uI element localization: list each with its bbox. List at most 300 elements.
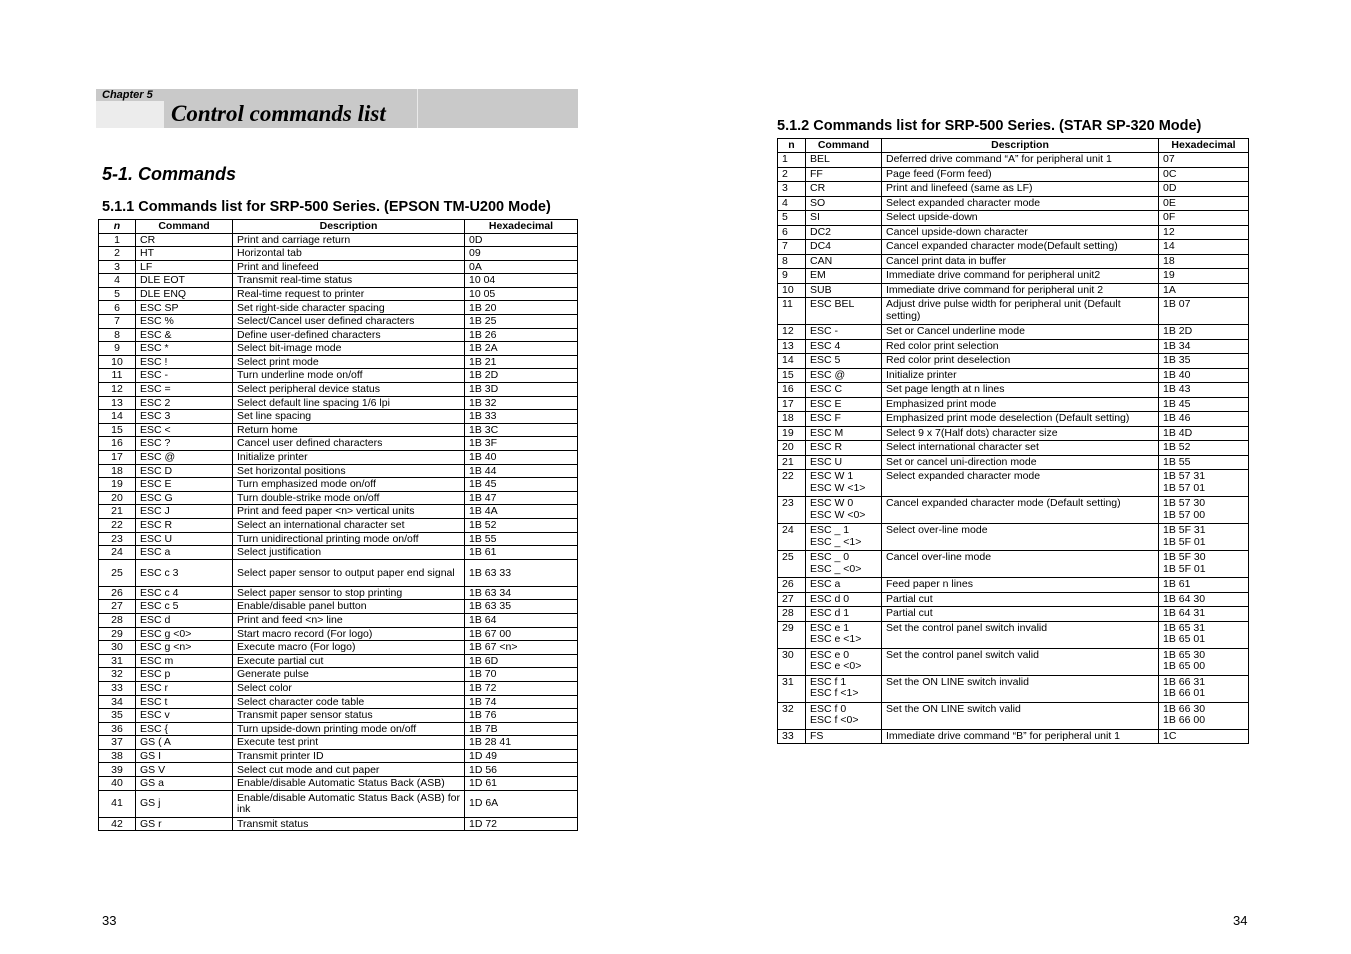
table-row: [99, 410, 578, 424]
cell-command: DLE ENQ: [136, 287, 233, 301]
cell-n: 6: [778, 225, 806, 240]
cell-n: 8: [778, 254, 806, 269]
cell-command: ESC g <0>: [136, 627, 233, 641]
cell-command: ESC E: [136, 478, 233, 492]
cell-description: Define user-defined characters: [233, 328, 465, 342]
cell-hexadecimal: 1B 70: [465, 668, 578, 682]
cell-description: Set horizontal positions: [233, 464, 465, 478]
cell-n: 35: [99, 709, 136, 723]
cell-command: ESC -: [806, 325, 882, 340]
cell-n: 38: [99, 749, 136, 763]
cell-hexadecimal: 1B 55: [1159, 455, 1249, 470]
cell-hexadecimal: 1B 61: [465, 546, 578, 560]
cell-hexadecimal: 1B 6D: [465, 654, 578, 668]
cell-n: 14: [99, 410, 136, 424]
cell-description: Real-time request to printer: [233, 287, 465, 301]
cell-n: 18: [778, 412, 806, 427]
cell-n: 24: [778, 524, 806, 551]
column-header-n: n: [778, 139, 806, 153]
cell-n: 21: [778, 455, 806, 470]
cell-command: ESC d 1: [806, 607, 882, 622]
table-row: [99, 736, 578, 750]
cell-command: ESC U: [136, 532, 233, 546]
cell-command: CR: [806, 182, 882, 197]
cell-hexadecimal: 1B 57 30 1B 57 00: [1159, 497, 1249, 524]
cell-command: ESC a: [806, 578, 882, 593]
table-row: [99, 247, 578, 261]
cell-n: 23: [778, 497, 806, 524]
cell-command: ESC BEL: [806, 298, 882, 325]
cell-n: 5: [778, 211, 806, 226]
cell-hexadecimal: 1B 52: [1159, 441, 1249, 456]
cell-hexadecimal: 1D 6A: [465, 790, 578, 817]
cell-command: ESC c 5: [136, 600, 233, 614]
cell-command: ESC t: [136, 695, 233, 709]
table-row: [99, 613, 578, 627]
cell-hexadecimal: 12: [1159, 225, 1249, 240]
table-row: [778, 196, 1249, 211]
cell-hexadecimal: 1B 40: [1159, 368, 1249, 383]
cell-n: 16: [99, 437, 136, 451]
cell-description: Initialize printer: [233, 451, 465, 465]
cell-n: 33: [99, 681, 136, 695]
cell-hexadecimal: 1B 34: [1159, 339, 1249, 354]
cell-description: Set or cancel uni-direction mode: [882, 455, 1159, 470]
chapter-header-light-block: [96, 101, 164, 128]
cell-n: 1: [778, 153, 806, 168]
cell-description: Set the ON LINE switch invalid: [882, 675, 1159, 702]
cell-hexadecimal: 09: [465, 247, 578, 261]
cell-description: Transmit printer ID: [233, 749, 465, 763]
cell-command: ESC @: [136, 451, 233, 465]
cell-hexadecimal: 1B 4A: [465, 505, 578, 519]
cell-n: 28: [99, 613, 136, 627]
table-row: [778, 426, 1249, 441]
cell-hexadecimal: 1B 46: [1159, 412, 1249, 427]
table-row: [778, 592, 1249, 607]
cell-description: Turn emphasized mode on/off: [233, 478, 465, 492]
cell-description: Cancel expanded character mode (Default setting): [882, 497, 1159, 524]
cell-description: Print and linefeed: [233, 260, 465, 274]
cell-command: ESC R: [136, 518, 233, 532]
cell-hexadecimal: 19: [1159, 269, 1249, 284]
cell-n: 9: [99, 342, 136, 356]
cell-description: Select international character set: [882, 441, 1159, 456]
cell-n: 21: [99, 505, 136, 519]
cell-description: Select cut mode and cut paper: [233, 763, 465, 777]
table-row: [778, 702, 1249, 729]
cell-command: DC2: [806, 225, 882, 240]
cell-description: Select peripheral device status: [233, 383, 465, 397]
cell-hexadecimal: 07: [1159, 153, 1249, 168]
column-header-hexadecimal: Hexadecimal: [465, 220, 578, 234]
table-row: [99, 777, 578, 791]
cell-n: 19: [778, 426, 806, 441]
cell-hexadecimal: 1B 5F 31 1B 5F 01: [1159, 524, 1249, 551]
cell-hexadecimal: 1B 57 31 1B 57 01: [1159, 470, 1249, 497]
cell-description: Return home: [233, 423, 465, 437]
cell-command: SO: [806, 196, 882, 211]
table-row: [99, 722, 578, 736]
cell-description: Partial cut: [882, 592, 1159, 607]
cell-hexadecimal: 1B 74: [465, 695, 578, 709]
cell-command: ESC J: [136, 505, 233, 519]
cell-command: ESC 4: [806, 339, 882, 354]
table-row: [778, 298, 1249, 325]
table-row: [778, 211, 1249, 226]
cell-command: EM: [806, 269, 882, 284]
cell-description: Select upside-down: [882, 211, 1159, 226]
cell-n: 41: [99, 790, 136, 817]
table-row: [99, 451, 578, 465]
cell-description: Print and feed <n> line: [233, 613, 465, 627]
table-row: [99, 817, 578, 831]
cell-command: ESC e 1 ESC e <1>: [806, 621, 882, 648]
cell-hexadecimal: 1B 3C: [465, 423, 578, 437]
cell-description: Select paper sensor to stop printing: [233, 586, 465, 600]
cell-n: 10: [778, 283, 806, 298]
cell-description: Select paper sensor to output paper end signal: [233, 559, 465, 586]
cell-hexadecimal: 1D 72: [465, 817, 578, 831]
cell-description: Select/Cancel user defined characters: [233, 315, 465, 329]
table-row: [778, 254, 1249, 269]
cell-description: Feed paper n lines: [882, 578, 1159, 593]
cell-command: ESC =: [136, 383, 233, 397]
star-commands-table: [777, 138, 1249, 744]
cell-n: 20: [99, 491, 136, 505]
cell-n: 37: [99, 736, 136, 750]
cell-command: ESC M: [806, 426, 882, 441]
table-row: [778, 225, 1249, 240]
table-row: [778, 607, 1249, 622]
cell-description: Partial cut: [882, 607, 1159, 622]
cell-description: Emphasized print mode: [882, 397, 1159, 412]
cell-command: ESC _ 1 ESC _ <1>: [806, 524, 882, 551]
cell-command: ESC %: [136, 315, 233, 329]
cell-command: ESC C: [806, 383, 882, 398]
cell-hexadecimal: 1B 72: [465, 681, 578, 695]
cell-n: 31: [99, 654, 136, 668]
column-header-command: Command: [806, 139, 882, 153]
cell-hexadecimal: 1A: [1159, 283, 1249, 298]
cell-hexadecimal: 1B 3F: [465, 437, 578, 451]
cell-n: 8: [99, 328, 136, 342]
cell-n: 19: [99, 478, 136, 492]
cell-description: Set the ON LINE switch valid: [882, 702, 1159, 729]
cell-n: 32: [99, 668, 136, 682]
cell-n: 31: [778, 675, 806, 702]
cell-description: Execute macro (For logo): [233, 641, 465, 655]
cell-command: ESC a: [136, 546, 233, 560]
cell-n: 14: [778, 354, 806, 369]
cell-description: Immediate drive command for peripheral unit2: [882, 269, 1159, 284]
cell-description: Select bit-image mode: [233, 342, 465, 356]
cell-n: 11: [99, 369, 136, 383]
cell-hexadecimal: 18: [1159, 254, 1249, 269]
cell-command: ESC @: [806, 368, 882, 383]
cell-hexadecimal: 0E: [1159, 196, 1249, 211]
cell-command: ESC U: [806, 455, 882, 470]
cell-hexadecimal: 1B 20: [465, 301, 578, 315]
table-row: [99, 600, 578, 614]
cell-description: Set the control panel switch invalid: [882, 621, 1159, 648]
cell-command: ESC W 1 ESC W <1>: [806, 470, 882, 497]
cell-description: Transmit status: [233, 817, 465, 831]
cell-hexadecimal: 1B 33: [465, 410, 578, 424]
cell-n: 18: [99, 464, 136, 478]
cell-hexadecimal: 1D 61: [465, 777, 578, 791]
cell-description: Cancel user defined characters: [233, 437, 465, 451]
cell-n: 3: [99, 260, 136, 274]
cell-command: GS V: [136, 763, 233, 777]
cell-command: CR: [136, 233, 233, 247]
cell-hexadecimal: 1B 21: [465, 355, 578, 369]
cell-command: ESC f 0 ESC f <0>: [806, 702, 882, 729]
cell-command: SI: [806, 211, 882, 226]
table-row: [99, 260, 578, 274]
table-row: [99, 641, 578, 655]
cell-hexadecimal: 1B 47: [465, 491, 578, 505]
right-table-subtitle: 5.1.2 Commands list for SRP-500 Series. (STAR SP-320 Mode): [777, 118, 1202, 134]
cell-hexadecimal: 1B 63 35: [465, 600, 578, 614]
cell-n: 25: [99, 559, 136, 586]
cell-description: Cancel upside-down character: [882, 225, 1159, 240]
cell-description: Start macro record (For logo): [233, 627, 465, 641]
cell-description: Set line spacing: [233, 410, 465, 424]
table-row: [778, 354, 1249, 369]
cell-command: ESC W 0 ESC W <0>: [806, 497, 882, 524]
cell-command: ESC *: [136, 342, 233, 356]
cell-hexadecimal: 1B 07: [1159, 298, 1249, 325]
table-row: [99, 491, 578, 505]
column-header-command: Command: [136, 220, 233, 234]
cell-command: ESC !: [136, 355, 233, 369]
cell-hexadecimal: 1B 35: [1159, 354, 1249, 369]
table-row: [778, 729, 1249, 744]
chapter-header-divider: [417, 89, 418, 128]
cell-command: ESC d: [136, 613, 233, 627]
cell-description: Set or Cancel underline mode: [882, 325, 1159, 340]
cell-command: ESC 2: [136, 396, 233, 410]
cell-hexadecimal: 0A: [465, 260, 578, 274]
cell-n: 9: [778, 269, 806, 284]
cell-description: Select over-line mode: [882, 524, 1159, 551]
left-table-subtitle: 5.1.1 Commands list for SRP-500 Series. (EPSON TM-U200 Mode): [102, 199, 551, 215]
cell-n: 29: [778, 621, 806, 648]
cell-n: 30: [99, 641, 136, 655]
cell-command: GS a: [136, 777, 233, 791]
table-row: [778, 240, 1249, 255]
cell-description: Red color print deselection: [882, 354, 1159, 369]
cell-description: Select default line spacing 1/6 lpi: [233, 396, 465, 410]
cell-description: Select an international character set: [233, 518, 465, 532]
cell-command: ESC f 1 ESC f <1>: [806, 675, 882, 702]
cell-command: ESC G: [136, 491, 233, 505]
cell-description: Turn double-strike mode on/off: [233, 491, 465, 505]
cell-description: Adjust drive pulse width for peripheral unit (Default setting): [882, 298, 1159, 325]
cell-n: 20: [778, 441, 806, 456]
cell-description: Transmit paper sensor status: [233, 709, 465, 723]
cell-n: 42: [99, 817, 136, 831]
cell-hexadecimal: 1B 63 33: [465, 559, 578, 586]
cell-n: 2: [99, 247, 136, 261]
cell-hexadecimal: 1B 66 30 1B 66 00: [1159, 702, 1249, 729]
cell-hexadecimal: 1B 44: [465, 464, 578, 478]
cell-command: ESC r: [136, 681, 233, 695]
cell-n: 12: [778, 325, 806, 340]
chapter-title: Control commands list: [171, 101, 386, 126]
table-row: [99, 709, 578, 723]
cell-command: ESC 5: [806, 354, 882, 369]
cell-hexadecimal: 1B 63 34: [465, 586, 578, 600]
cell-description: Transmit real-time status: [233, 274, 465, 288]
column-header-description: Description: [882, 139, 1159, 153]
table-row: [778, 470, 1249, 497]
column-header-hexadecimal: Hexadecimal: [1159, 139, 1249, 153]
cell-hexadecimal: 1B 67 <n>: [465, 641, 578, 655]
table-row: [99, 790, 578, 817]
table-row: [778, 397, 1249, 412]
table-row: [99, 301, 578, 315]
cell-description: Cancel expanded character mode(Default setting): [882, 240, 1159, 255]
table-row: [99, 355, 578, 369]
cell-n: 29: [99, 627, 136, 641]
table-row: [778, 551, 1249, 578]
cell-description: Enable/disable Automatic Status Back (ASB): [233, 777, 465, 791]
cell-description: Red color print selection: [882, 339, 1159, 354]
cell-hexadecimal: 1B 61: [1159, 578, 1249, 593]
cell-hexadecimal: 1B 3D: [465, 383, 578, 397]
table-row: [778, 675, 1249, 702]
cell-command: LF: [136, 260, 233, 274]
table-row: [99, 437, 578, 451]
cell-n: 26: [778, 578, 806, 593]
cell-description: Turn upside-down printing mode on/off: [233, 722, 465, 736]
cell-command: ESC m: [136, 654, 233, 668]
cell-command: ESC D: [136, 464, 233, 478]
table-row: [99, 559, 578, 586]
table-row: [99, 518, 578, 532]
column-header-n: n: [99, 220, 136, 234]
cell-hexadecimal: 1B 7B: [465, 722, 578, 736]
cell-n: 10: [99, 355, 136, 369]
cell-description: Execute partial cut: [233, 654, 465, 668]
cell-command: ESC F: [806, 412, 882, 427]
table-row: [99, 654, 578, 668]
cell-hexadecimal: 1B 5F 30 1B 5F 01: [1159, 551, 1249, 578]
table-row: [99, 546, 578, 560]
cell-n: 22: [99, 518, 136, 532]
cell-command: ESC 3: [136, 410, 233, 424]
cell-command: ESC _ 0 ESC _ <0>: [806, 551, 882, 578]
cell-description: Select character code table: [233, 695, 465, 709]
cell-description: Enable/disable panel button: [233, 600, 465, 614]
cell-n: 22: [778, 470, 806, 497]
cell-n: 27: [99, 600, 136, 614]
cell-hexadecimal: 1B 43: [1159, 383, 1249, 398]
cell-command: SUB: [806, 283, 882, 298]
cell-n: 17: [99, 451, 136, 465]
cell-command: DLE EOT: [136, 274, 233, 288]
cell-description: Set the control panel switch valid: [882, 648, 1159, 675]
table-row: [778, 621, 1249, 648]
cell-n: 33: [778, 729, 806, 744]
cell-hexadecimal: 1B 67 00: [465, 627, 578, 641]
table-row: [778, 339, 1249, 354]
cell-n: 24: [99, 546, 136, 560]
cell-command: ESC {: [136, 722, 233, 736]
cell-n: 40: [99, 777, 136, 791]
cell-n: 2: [778, 167, 806, 182]
table-row: [778, 182, 1249, 197]
cell-hexadecimal: 1D 49: [465, 749, 578, 763]
cell-n: 1: [99, 233, 136, 247]
cell-n: 17: [778, 397, 806, 412]
table-row: [99, 505, 578, 519]
cell-hexadecimal: 1B 25: [465, 315, 578, 329]
table-row: [778, 524, 1249, 551]
cell-command: GS r: [136, 817, 233, 831]
cell-n: 7: [778, 240, 806, 255]
table-row: [99, 749, 578, 763]
table-row: [778, 368, 1249, 383]
cell-hexadecimal: 1B 45: [465, 478, 578, 492]
cell-hexadecimal: 1B 65 30 1B 65 00: [1159, 648, 1249, 675]
table-row: [778, 578, 1249, 593]
cell-command: ESC R: [806, 441, 882, 456]
section-title: 5-1. Commands: [102, 164, 237, 184]
cell-n: 23: [99, 532, 136, 546]
cell-hexadecimal: 0D: [465, 233, 578, 247]
cell-command: FF: [806, 167, 882, 182]
cell-hexadecimal: 1B 26: [465, 328, 578, 342]
cell-command: ESC p: [136, 668, 233, 682]
cell-description: Print and linefeed (same as LF): [882, 182, 1159, 197]
table-row: [99, 681, 578, 695]
cell-hexadecimal: 1B 4D: [1159, 426, 1249, 441]
cell-hexadecimal: 1B 2A: [465, 342, 578, 356]
cell-hexadecimal: 1B 32: [465, 396, 578, 410]
table-row: [99, 233, 578, 247]
cell-n: 5: [99, 287, 136, 301]
cell-n: 36: [99, 722, 136, 736]
cell-hexadecimal: 10 04: [465, 274, 578, 288]
cell-n: 39: [99, 763, 136, 777]
cell-hexadecimal: 0D: [1159, 182, 1249, 197]
cell-n: 27: [778, 592, 806, 607]
cell-hexadecimal: 1B 55: [465, 532, 578, 546]
cell-description: Page feed (Form feed): [882, 167, 1159, 182]
table-row: [99, 383, 578, 397]
cell-n: 15: [778, 368, 806, 383]
cell-description: Select color: [233, 681, 465, 695]
cell-n: 4: [778, 196, 806, 211]
cell-command: DC4: [806, 240, 882, 255]
cell-description: Turn unidirectional printing mode on/off: [233, 532, 465, 546]
cell-command: ESC &: [136, 328, 233, 342]
cell-n: 12: [99, 383, 136, 397]
cell-hexadecimal: 1B 28 41: [465, 736, 578, 750]
cell-command: HT: [136, 247, 233, 261]
cell-description: Execute test print: [233, 736, 465, 750]
cell-hexadecimal: 0F: [1159, 211, 1249, 226]
table-row: [99, 763, 578, 777]
cell-hexadecimal: 1D 56: [465, 763, 578, 777]
cell-description: Immediate drive command for peripheral unit 2: [882, 283, 1159, 298]
table-row: [778, 325, 1249, 340]
cell-command: ESC c 4: [136, 586, 233, 600]
cell-command: ESC <: [136, 423, 233, 437]
